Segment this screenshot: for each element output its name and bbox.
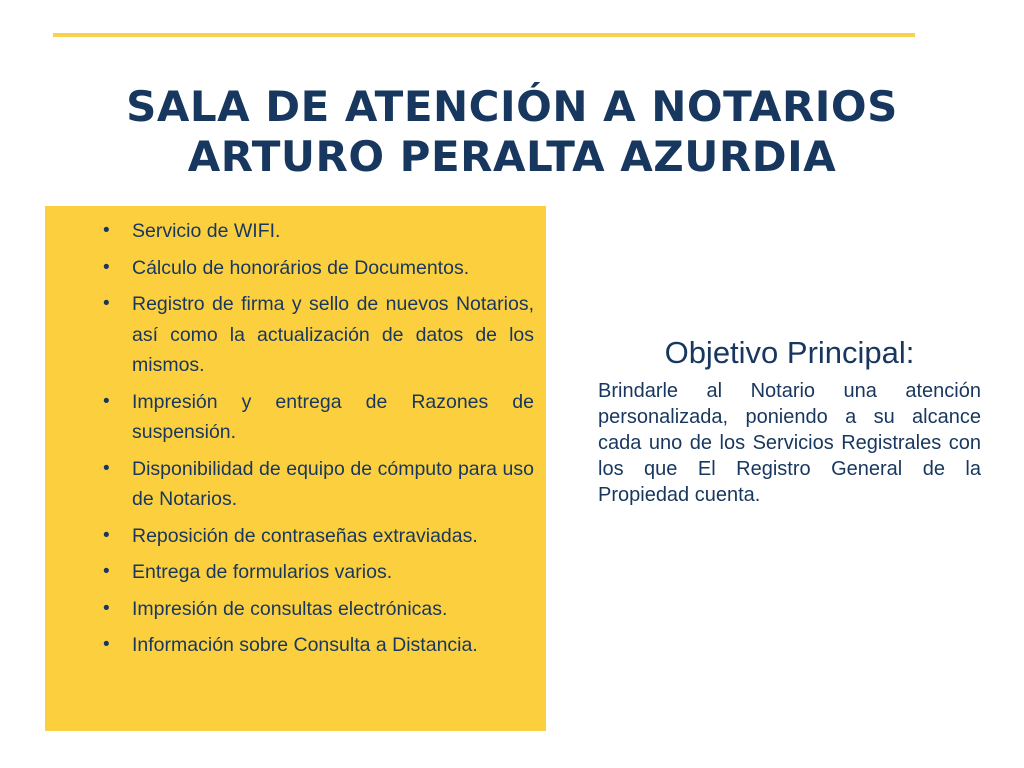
service-item-text: Entrega de formularios varios. [132,561,393,583]
bullet-icon: • [103,293,110,314]
bullet-icon: • [103,524,110,546]
top-divider-rule [53,33,915,37]
service-item [45,521,534,552]
bullet-icon: • [103,457,110,479]
slide-title [40,82,984,182]
objective-heading: Objetivo Principal: [664,335,915,370]
bullet-icon: • [103,634,110,655]
objective-description: Brindarle al Notario una atención personalizada, poniendo a su alcance cada uno de los Servicios Registrales con los que El Registro General de la Propiedad cuenta. [598,380,981,506]
service-item [45,630,534,661]
service-item [45,594,534,625]
objective-section [598,330,981,508]
service-item-text: Disponibilidad de equipo de cómputo para uso de Notarios. [132,457,534,510]
bullet-icon: • [103,390,110,412]
service-item [45,454,534,515]
service-item [45,216,534,247]
slide-title-line-2: ARTURO PERALTA AZURDIA [187,132,837,181]
service-item [45,387,534,448]
service-item [45,289,534,381]
service-item-text: Impresión de consultas electrónicas. [132,597,448,620]
service-item-text: Servicio de WIFI. [132,220,281,242]
service-item-text: Registro de firma y sello de nuevos Notarios, así como la actualización de datos de los mismos. [132,293,534,376]
bullet-icon: • [103,220,110,241]
bullet-icon: • [103,561,110,582]
bullet-icon: • [103,597,110,619]
service-item-text: Cálculo de honorários de Documentos. [132,256,470,279]
services-list [45,206,546,661]
service-item-text: Impresión y entrega de Razones de suspensión. [132,390,534,443]
service-item-text: Reposición de contraseñas extraviadas. [132,524,478,547]
service-item [45,557,534,588]
slide-title-line-1: SALA DE ATENCIÓN A NOTARIOS [126,82,898,131]
bullet-icon: • [103,256,110,278]
services-panel [45,206,546,731]
service-item [45,253,534,284]
service-item-text: Información sobre Consulta a Distancia. [132,634,478,656]
